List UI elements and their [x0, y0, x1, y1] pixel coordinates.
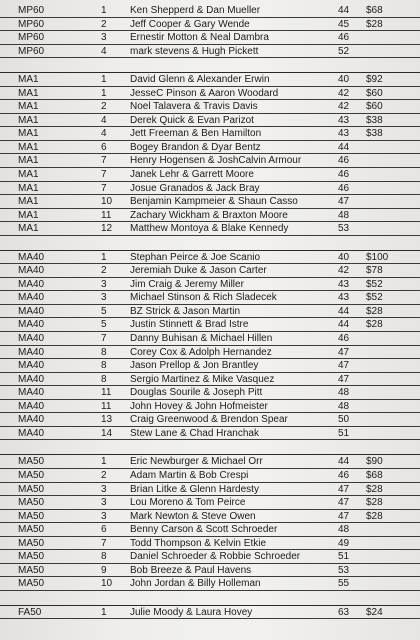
place-cell: 4	[101, 114, 107, 126]
prize-cell: $38	[366, 114, 383, 126]
team-cell: Derek Quick & Evan Parizot	[130, 114, 254, 126]
table-row	[0, 305, 420, 319]
score-cell: 43	[338, 114, 350, 126]
table-row	[0, 141, 420, 155]
table-row	[0, 73, 420, 87]
division-group-ma1	[0, 73, 420, 236]
score-cell: 51	[338, 427, 350, 439]
division-cell: MA1	[18, 209, 39, 221]
team-cell: Jason Prellop & Jon Brantley	[130, 360, 259, 372]
table-row	[0, 127, 420, 141]
team-cell: Ken Shepperd & Dan Mueller	[130, 5, 261, 16]
score-cell: 46	[338, 333, 350, 345]
division-cell: MA1	[18, 182, 39, 194]
score-cell: 48	[338, 209, 350, 221]
score-cell: 52	[338, 45, 350, 57]
prize-cell: $100	[366, 251, 389, 263]
team-cell: Ernestir Motton & Neal Dambra	[130, 32, 269, 44]
prize-cell: $90	[366, 456, 383, 468]
table-row	[0, 577, 420, 591]
team-cell: Henry Hogensen & JoshCalvin Armour	[130, 155, 302, 167]
score-cell: 48	[338, 524, 350, 536]
team-cell: Zachary Wickham & Braxton Moore	[130, 209, 288, 221]
score-cell: 47	[338, 497, 350, 509]
prize-cell: $28	[366, 305, 383, 317]
place-cell: 10	[101, 196, 113, 208]
table-row	[0, 154, 420, 168]
score-cell: 44	[338, 141, 350, 153]
place-cell: 4	[101, 128, 107, 140]
score-cell: 51	[338, 551, 350, 563]
score-cell: 46	[338, 155, 350, 167]
team-cell: Jeff Cooper & Gary Wende	[130, 18, 250, 30]
table-row	[0, 114, 420, 128]
prize-cell: $24	[366, 606, 383, 618]
place-cell: 6	[101, 141, 107, 153]
table-row	[0, 318, 420, 332]
prize-cell: $68	[366, 5, 383, 16]
division-cell: MA40	[18, 373, 45, 385]
team-cell: Michael Stinson & Rich Sladecek	[130, 292, 277, 304]
division-group-ma50	[0, 455, 420, 590]
place-cell: 7	[101, 169, 107, 181]
prize-cell: $28	[366, 18, 383, 30]
table-row	[0, 469, 420, 483]
place-cell: 7	[101, 182, 107, 194]
score-cell: 53	[338, 564, 350, 576]
place-cell: 7	[101, 333, 107, 345]
table-row	[0, 251, 420, 265]
team-cell: Mark Newton & Steve Owen	[130, 510, 256, 522]
score-cell: 43	[338, 292, 350, 304]
table-row	[0, 510, 420, 524]
team-cell: Douglas Sourile & Joseph Pitt	[130, 387, 263, 399]
score-cell: 47	[338, 510, 350, 522]
division-cell: MA40	[18, 278, 45, 290]
division-cell: MA40	[18, 400, 45, 412]
prize-cell: $92	[366, 74, 383, 86]
division-cell: MA50	[18, 469, 45, 481]
division-cell: MP60	[18, 45, 45, 57]
table-row	[0, 359, 420, 373]
prize-cell: $78	[366, 265, 383, 277]
score-cell: 47	[338, 373, 350, 385]
prize-cell: $52	[366, 292, 383, 304]
table-row	[0, 606, 420, 620]
prize-cell: $60	[366, 87, 383, 99]
division-group-ma40	[0, 251, 420, 441]
table-row	[0, 523, 420, 537]
score-cell: 42	[338, 265, 350, 277]
prize-cell: $28	[366, 497, 383, 509]
division-cell: MA40	[18, 414, 45, 426]
team-cell: mark stevens & Hugh Pickett	[130, 45, 259, 57]
division-cell: MA40	[18, 251, 45, 263]
division-cell: MA50	[18, 497, 45, 509]
place-cell: 14	[101, 427, 113, 439]
team-cell: JesseC Pinson & Aaron Woodard	[130, 87, 279, 99]
table-row	[0, 400, 420, 414]
division-cell: MA50	[18, 578, 45, 590]
division-cell: MA1	[18, 169, 39, 181]
section-divider	[0, 236, 420, 251]
table-row	[0, 182, 420, 196]
team-cell: Corey Cox & Adolph Hernandez	[130, 346, 272, 358]
score-cell: 43	[338, 278, 350, 290]
team-cell: Sergio Martinez & Mike Vasquez	[130, 373, 275, 385]
team-cell: Stephan Peirce & Joe Scanio	[130, 251, 261, 263]
score-cell: 44	[338, 319, 350, 331]
division-cell: MA1	[18, 155, 39, 167]
place-cell: 8	[101, 373, 107, 385]
score-cell: 40	[338, 74, 350, 86]
division-cell: FA50	[18, 606, 42, 618]
division-cell: MA50	[18, 456, 45, 468]
score-cell: 46	[338, 169, 350, 181]
division-group-mp60	[0, 4, 420, 58]
table-row	[0, 373, 420, 387]
team-cell: Bob Breeze & Paul Havens	[130, 564, 252, 576]
table-row	[0, 18, 420, 32]
place-cell: 2	[101, 101, 107, 113]
division-cell: MA50	[18, 524, 45, 536]
score-cell: 49	[338, 537, 350, 549]
division-cell: MA40	[18, 346, 45, 358]
team-cell: Eric Newburger & Michael Orr	[130, 456, 263, 468]
table-row	[0, 564, 420, 578]
place-cell: 8	[101, 360, 107, 372]
team-cell: Benjamin Kampmeier & Shaun Casso	[130, 196, 298, 208]
place-cell: 7	[101, 155, 107, 167]
section-divider	[0, 58, 420, 73]
score-cell: 44	[338, 456, 350, 468]
team-cell: Brian Litke & Glenn Hardesty	[130, 483, 259, 495]
place-cell: 6	[101, 524, 107, 536]
place-cell: 1	[101, 74, 107, 86]
team-cell: Jett Freeman & Ben Hamilton	[130, 128, 262, 140]
team-cell: Danny Buhisan & Michael Hillen	[130, 333, 273, 345]
table-row	[0, 31, 420, 45]
division-cell: MA1	[18, 101, 39, 113]
score-cell: 48	[338, 400, 350, 412]
score-cell: 50	[338, 414, 350, 426]
place-cell: 12	[101, 223, 113, 235]
division-cell: MA1	[18, 196, 39, 208]
division-cell: MA50	[18, 564, 45, 576]
team-cell: Stew Lane & Chad Hranchak	[130, 427, 259, 439]
place-cell: 2	[101, 469, 107, 481]
score-cell: 42	[338, 87, 350, 99]
table-row	[0, 195, 420, 209]
team-cell: Jim Craig & Jeremy Miller	[130, 278, 244, 290]
table-row	[0, 427, 420, 441]
division-cell: MA50	[18, 483, 45, 495]
section-divider	[0, 440, 420, 455]
place-cell: 10	[101, 578, 113, 590]
team-cell: Jeremiah Duke & Jason Carter	[130, 265, 267, 277]
table-row	[0, 209, 420, 223]
division-cell: MA1	[18, 128, 39, 140]
place-cell: 3	[101, 278, 107, 290]
score-cell: 40	[338, 251, 350, 263]
score-cell: 46	[338, 32, 350, 44]
division-cell: MA40	[18, 360, 45, 372]
table-row	[0, 496, 420, 510]
division-cell: MA40	[18, 387, 45, 399]
prize-cell: $60	[366, 101, 383, 113]
division-cell: MA50	[18, 551, 45, 563]
place-cell: 3	[101, 32, 107, 44]
division-cell: MA1	[18, 141, 39, 153]
table-row	[0, 291, 420, 305]
table-row	[0, 264, 420, 278]
place-cell: 13	[101, 414, 113, 426]
prize-cell: $28	[366, 510, 383, 522]
team-cell: John Hovey & John Hofmeister	[130, 400, 268, 412]
place-cell: 11	[101, 387, 112, 399]
division-cell: MA40	[18, 305, 45, 317]
division-cell: MA50	[18, 537, 45, 549]
place-cell: 5	[101, 305, 107, 317]
score-cell: 46	[338, 182, 350, 194]
division-cell: MP60	[18, 5, 45, 16]
division-cell: MA40	[18, 333, 45, 345]
division-cell: MA40	[18, 265, 45, 277]
division-cell: MP60	[18, 18, 45, 30]
prize-cell: $68	[366, 469, 383, 481]
table-row	[0, 413, 420, 427]
prize-cell: $28	[366, 319, 383, 331]
place-cell: 4	[101, 45, 107, 57]
place-cell: 11	[101, 209, 112, 221]
place-cell: 9	[101, 564, 107, 576]
table-row	[0, 45, 420, 59]
score-cell: 47	[338, 196, 350, 208]
team-cell: Julie Moody & Laura Hovey	[130, 606, 253, 618]
table-row	[0, 537, 420, 551]
table-row	[0, 386, 420, 400]
team-cell: Josue Granados & Jack Bray	[130, 182, 260, 194]
division-cell: MA1	[18, 223, 39, 235]
score-cell: 46	[338, 469, 350, 481]
division-cell: MA40	[18, 292, 45, 304]
team-cell: BZ Strick & Jason Martin	[130, 305, 241, 317]
place-cell: 2	[101, 265, 107, 277]
division-cell: MA1	[18, 114, 39, 126]
table-row	[0, 222, 420, 236]
table-row	[0, 550, 420, 564]
division-group-fa50	[0, 606, 420, 620]
table-row	[0, 483, 420, 497]
team-cell: Janek Lehr & Garrett Moore	[130, 169, 254, 181]
place-cell: 3	[101, 483, 107, 495]
prize-cell: $38	[366, 128, 383, 140]
division-cell: MP60	[18, 32, 45, 44]
place-cell: 7	[101, 537, 107, 549]
place-cell: 2	[101, 18, 107, 30]
division-cell: MA50	[18, 510, 45, 522]
division-cell: MA1	[18, 87, 39, 99]
table-row	[0, 346, 420, 360]
place-cell: 8	[101, 551, 107, 563]
place-cell: 1	[101, 5, 107, 16]
results-table	[0, 4, 420, 619]
table-row	[0, 100, 420, 114]
score-cell: 53	[338, 223, 350, 235]
team-cell: Noel Talavera & Travis Davis	[130, 101, 258, 113]
team-cell: John Jordan & Billy Holleman	[130, 578, 261, 590]
place-cell: 1	[101, 606, 107, 618]
place-cell: 1	[101, 87, 107, 99]
team-cell: Adam Martin & Bob Crespi	[130, 469, 249, 481]
table-row	[0, 168, 420, 182]
score-cell: 45	[338, 18, 350, 30]
score-cell: 55	[338, 578, 350, 590]
place-cell: 8	[101, 346, 107, 358]
place-cell: 1	[101, 251, 107, 263]
place-cell: 3	[101, 497, 107, 509]
table-row	[0, 455, 420, 469]
score-cell: 63	[338, 606, 350, 618]
team-cell: Todd Thompson & Kelvin Etkie	[130, 537, 267, 549]
score-cell: 47	[338, 346, 350, 358]
team-cell: David Glenn & Alexander Erwin	[130, 74, 270, 86]
team-cell: Daniel Schroeder & Robbie Schroeder	[130, 551, 301, 563]
score-cell: 44	[338, 305, 350, 317]
table-row	[0, 278, 420, 292]
division-cell: MA1	[18, 74, 39, 86]
score-cell: 48	[338, 387, 350, 399]
place-cell: 1	[101, 456, 107, 468]
place-cell: 11	[101, 400, 112, 412]
prize-cell: $52	[366, 278, 383, 290]
table-row	[0, 87, 420, 101]
score-cell: 43	[338, 128, 350, 140]
score-cell: 47	[338, 483, 350, 495]
team-cell: Matthew Montoya & Blake Kennedy	[130, 223, 289, 235]
division-cell: MA40	[18, 427, 45, 439]
score-cell: 44	[338, 5, 350, 16]
division-cell: MA40	[18, 319, 45, 331]
team-cell: Lou Moreno & Tom Peirce	[130, 497, 246, 509]
place-cell: 3	[101, 292, 107, 304]
table-row	[0, 332, 420, 346]
team-cell: Benny Carson & Scott Schroeder	[130, 524, 278, 536]
score-cell: 47	[338, 360, 350, 372]
team-cell: Craig Greenwood & Brendon Spear	[130, 414, 288, 426]
score-cell: 42	[338, 101, 350, 113]
place-cell: 3	[101, 510, 107, 522]
team-cell: Bogey Brandon & Dyar Bentz	[130, 141, 261, 153]
prize-cell: $28	[366, 483, 383, 495]
section-divider	[0, 591, 420, 606]
place-cell: 5	[101, 319, 107, 331]
team-cell: Justin Stinnett & Brad Istre	[130, 319, 249, 331]
table-row	[0, 4, 420, 18]
